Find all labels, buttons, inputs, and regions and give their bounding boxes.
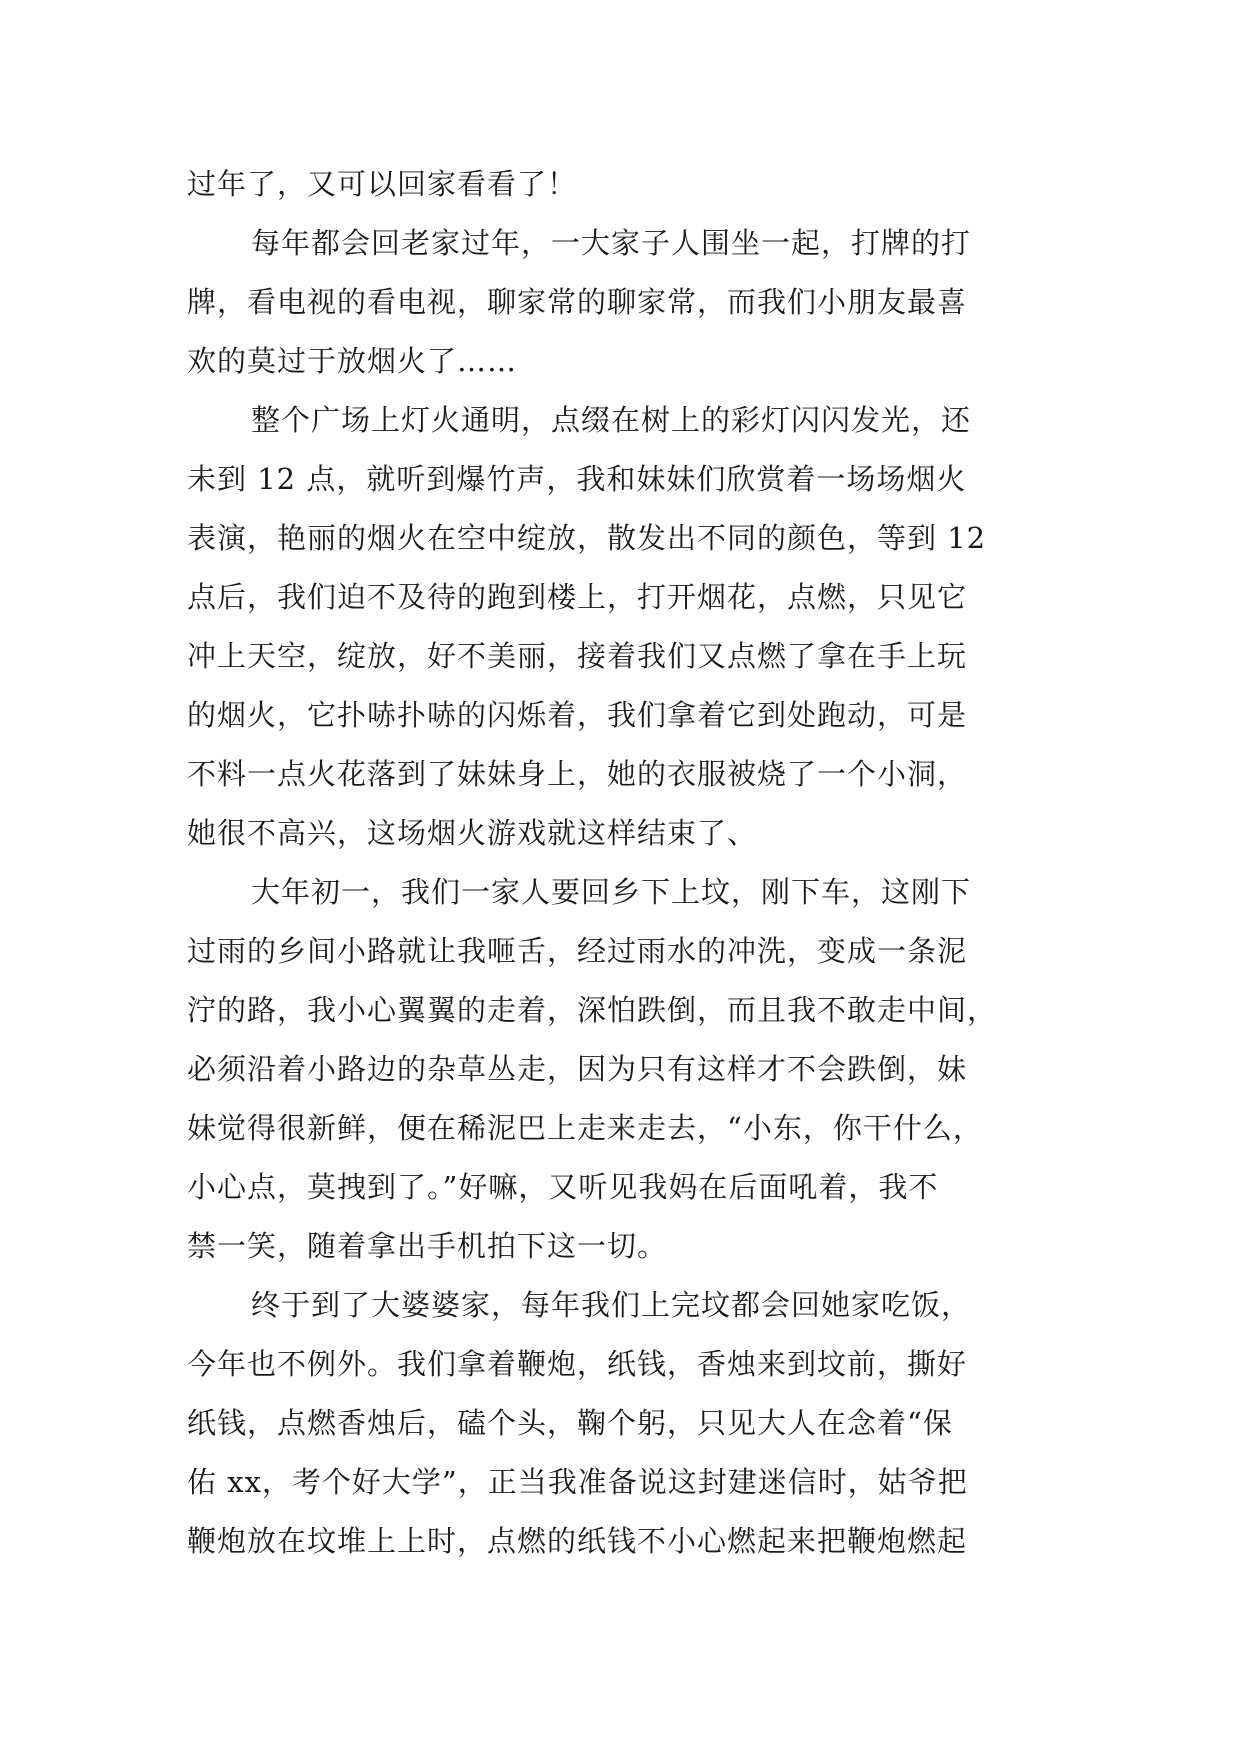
- text-line: 鞭炮放在坟堆上上时，点燃的纸钱不小心燃起来把鞭炮燃起: [187, 1524, 968, 1558]
- text-line: 的烟火，它扑哧扑哧的闪烁着，我们拿着它到处跑动，可是: [187, 698, 968, 732]
- text-line: 妹觉得很新鲜，便在稀泥巴上走来走去，“小东，你干什么，: [187, 1111, 983, 1145]
- text-line: 她很不高兴，这场烟火游戏就这样结束了、: [187, 816, 758, 850]
- body-text: [187, 155, 1055, 1571]
- text-line: 未到 12 点，就听到爆竹声，我和妹妹们欣赏着一场场烟火: [187, 462, 967, 496]
- text-line: 泞的路，我小心翼翼的走着，深怕跌倒，而且我不敢走中间，: [187, 993, 998, 1027]
- text-line: 表演，艳丽的烟火在空中绽放，散发出不同的颜色，等到 12: [187, 521, 987, 555]
- text-line: 佑 xx，考个好大学”，正当我准备说这封建迷信时，姑爷把: [187, 1465, 968, 1499]
- text-line: 小心点，莫拽到了。”好嘛，又听见我妈在后面吼着，我不: [187, 1170, 939, 1204]
- text-line: 纸钱，点燃香烛后，磕个头，鞠个躬，只见大人在念着“保: [187, 1406, 953, 1440]
- text-line: 大年初一，我们一家人要回乡下上坟，刚下车，这刚下: [251, 875, 972, 909]
- text-line: 过年了，又可以回家看看了！: [187, 167, 578, 201]
- text-line: 今年也不例外。我们拿着鞭炮，纸钱，香烛来到坟前，撕好: [187, 1347, 968, 1381]
- text-line: 每年都会回老家过年，一大家子人围坐一起，打牌的打: [251, 226, 972, 260]
- text-line: 牌，看电视的看电视，聊家常的聊家常，而我们小朋友最喜: [187, 285, 968, 319]
- text-line: 禁一笑，随着拿出手机拍下这一切。: [187, 1229, 668, 1263]
- text-line: 终于到了大婆婆家，每年我们上完坟都会回她家吃饭，: [251, 1288, 972, 1322]
- text-line: 冲上天空，绽放，好不美丽，接着我们又点燃了拿在手上玩: [187, 639, 968, 673]
- text-line: 欢的莫过于放烟火了……: [187, 344, 518, 378]
- text-line: 必须沿着小路边的杂草丛走，因为只有这样才不会跌倒，妹: [187, 1052, 968, 1086]
- text-line: 不料一点火花落到了妹妹身上，她的衣服被烧了一个小洞，: [187, 757, 968, 791]
- text-line: 过雨的乡间小路就让我咂舌，经过雨水的冲洗，变成一条泥: [187, 934, 968, 968]
- text-line: 点后，我们迫不及待的跑到楼上，打开烟花，点燃，只见它: [187, 580, 968, 614]
- text-line: 整个广场上灯火通明，点缀在树上的彩灯闪闪发光，还: [251, 403, 972, 437]
